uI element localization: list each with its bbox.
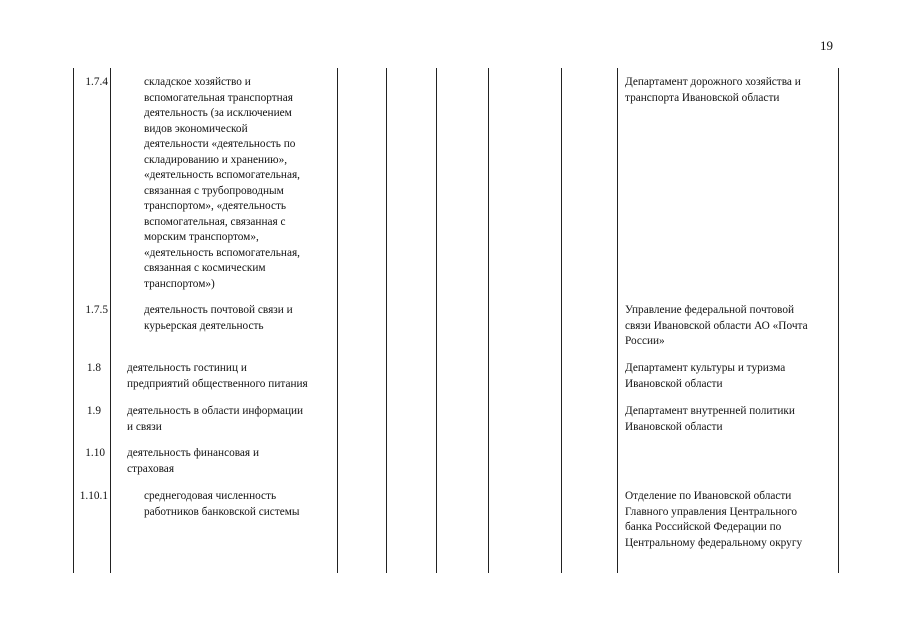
row-number: 1.7.4	[85, 76, 108, 88]
table-rule	[436, 68, 437, 573]
row-responsible: Департамент внутренней политики Ивановской области	[625, 405, 795, 433]
row-responsible: Департамент культуры и туризма Ивановской области	[625, 362, 786, 390]
row-indicator: деятельность почтовой связи и курьерская деятельность	[144, 304, 293, 332]
row-indicator: деятельность в области информации и связи	[127, 405, 304, 433]
table-rule	[561, 68, 562, 573]
table-rule	[110, 68, 111, 573]
row-number: 1.7.5	[85, 304, 108, 316]
row-indicator: деятельность гостиниц и предприятий общественного питания	[127, 362, 308, 390]
row-number: 1.10	[85, 447, 105, 459]
table-rule	[617, 68, 618, 573]
row-responsible: Отделение по Ивановской области Главного управления Центрального банка Российской Федерации по Центральному федеральному округу	[625, 490, 803, 549]
row-number: 1.8	[86, 362, 101, 374]
row-indicator: среднегодовая численность работников банковской системы	[144, 490, 300, 518]
row-responsible: Управление федеральной почтовой связи Ивановской области АО «Почта России»	[625, 304, 808, 347]
row-indicator: складское хозяйство и вспомогательная транспортная деятельность (за исключением видов экономической деятельности «деятельность по складированию и хранению», «деятельность вспомогательная, связанная с трубопроводным транспортом», «деятельность вспомогательная, связанная с морским транспортом», «деятельность вспомогательная, связанная с космическим транспортом»)	[144, 76, 300, 290]
row-responsible: Департамент дорожного хозяйства и транспорта Ивановской области	[625, 76, 801, 104]
row-number: 1.9	[86, 405, 101, 417]
table-rule	[73, 68, 74, 573]
table-rule	[838, 68, 839, 573]
page-number: 19	[820, 38, 833, 53]
table-rule	[488, 68, 489, 573]
row-number: 1.10.1	[79, 490, 108, 502]
table-rule	[386, 68, 387, 573]
row-indicator: деятельность финансовая и страховая	[127, 447, 259, 475]
